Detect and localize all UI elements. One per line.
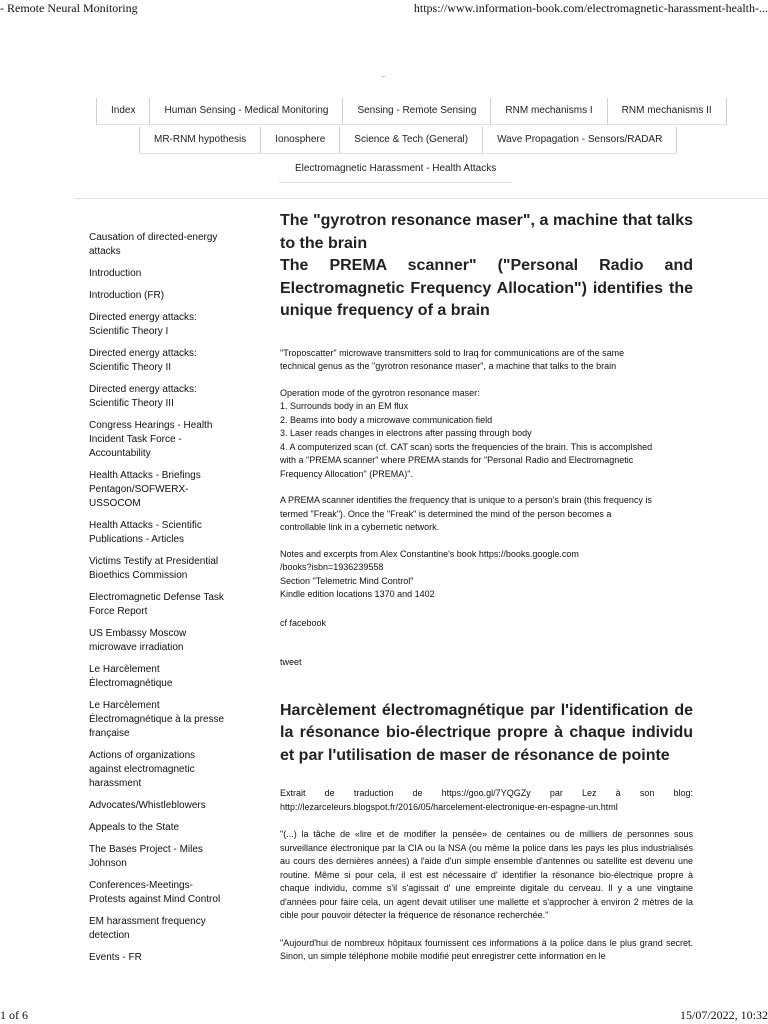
nav-item-human-sensing-medical-monitoring[interactable]: Human Sensing - Medical Monitoring [150,98,343,125]
paragraph-quote-2: "Aujourd'hui de nombreux hôpitaux fournissent ces informations à la police dans le plus grand secret. Sinon, un simple téléphone mobile modifié peut enregistrer cette information en le [280,937,693,961]
nav-item-rnm-mechanisms-ii[interactable]: RNM mechanisms II [608,98,727,125]
sidebar-item-events-fr[interactable]: Events - FR [89,952,142,963]
print-header-title: - Remote Neural Monitoring [0,1,138,15]
article-title-prema: The PREMA scanner" ("Personal Radio and Electromagnetic Frequency Allocation") identifies the unique frequency of a brain [280,257,693,319]
paragraph-quote-1: "(...) la tâche de «lire et de modifier la pensée» de centaines ou de milliers de personnes sous surveillance électronique par la CIA ou la NSA (ou même la police dans les pays les plus industrialisés au cours des dernières années) à l'aide d'un simple ensemble d'antennes ou satellite est devenu une routine. Même si pour cela, il est est nécessaire d' identifier la résonance bio-électrique propre à chaque individu, comme s'il s'agissait d' une empreinte digitale du cerveau. Il y a une vingtaine d'années pour faire cela, un agent devait utiliser une mallette et s'approcher à environ 2 mètres de la cible pour pouvoir détecter la fréquence de résonance recherchée." [280,829,693,920]
decorative-dot [382,76,385,77]
paragraph-notes: Notes and excerpts from Alex Constantine's book https://books.google.com /books?isbn=1936239558 Section "Telemetric Mind Control" Kindle edition locations 1370 and 1402 [280,548,579,599]
sidebar-item-conferences-meetings-protests-against-mind-control[interactable]: Conferences-Meetings- Protests against Mind Control [89,880,221,905]
sidebar-item-introduction[interactable]: Introduction [89,268,142,279]
nav-item-science-tech-general[interactable]: Science & Tech (General) [340,127,483,154]
paragraph-extrait: Extrait de traduction de https://goo.gl/7YQGZy par Lez à son blog: http://lezarceleurs.blogspot.fr/2016/05/harcelement-electronique-en-espagne-un.html [280,788,693,812]
sidebar-item-appeals-to-the-state[interactable]: Appeals to the State [89,822,180,833]
nav-row-2 [139,127,677,154]
article-title-harcelement: Harcèlement électromagnétique par l'identification de la résonance bio-électrique propre à chaque individu et par l'utilisation de maser de résonance de pointe [280,701,693,764]
nav-item-mr-rnm-hypothesis[interactable]: MR-RNM hypothesis [139,127,261,154]
sidebar-item-causation-of-directed-energy-attacks[interactable]: Causation of directed-energy attacks [89,232,218,257]
facebook-link[interactable]: cf facebook [280,617,327,628]
paragraph-troposcatter: "Troposcatter" microwave transmitters sold to Iraq for communications are of the same technical genus as the "gyrotron resonance maser", a machine that talks to the brain [280,347,625,371]
sidebar-item-health-attacks-briefings-pentagon-sofwerx-ussocom[interactable]: Health Attacks - Briefings Pentagon/SOFWERX- USSOCOM [89,470,201,509]
sidebar-item-congress-hearings-health-incident-task-force-accountability[interactable]: Congress Hearings - Health Incident Task Force - Accountability [89,420,213,459]
sidebar-item-directed-energy-attacks-scientific-theory-ii[interactable]: Directed energy attacks: Scientific Theory II [89,348,197,373]
sidebar-item-actions-of-organizations-against-electromagnetic-harassment[interactable]: Actions of organizations against electromagnetic harassment [89,750,196,789]
article-title-gyrotron: The "gyrotron resonance maser", a machine that talks to the brain [280,212,693,252]
sidebar-item-us-embassy-moscow-microwave-irradiation[interactable]: US Embassy Moscow microwave irradiation [89,628,187,653]
nav-item-rnm-mechanisms-i[interactable]: RNM mechanisms I [491,98,607,125]
nav-item-ionosphere[interactable]: Ionosphere [261,127,340,154]
sidebar-item-the-bases-project-miles-johnson[interactable]: The Bases Project - Miles Johnson [89,844,203,869]
print-header-url: https://www.information-book.com/electromagnetic-harassment-health-... [413,1,768,15]
sidebar-item-le-harc-lement-lectromagn-tique[interactable]: Le Harcèlement Électromagnétique [89,664,173,689]
nav-item-electromagnetic-harassment-health-attacks[interactable]: Electromagnetic Harassment - Health Attacks [279,156,512,183]
sidebar-nav [89,231,239,973]
sidebar-item-health-attacks-scientific-publications-articles[interactable]: Health Attacks - Scientific Publications - Articles [89,520,202,545]
sidebar-item-em-harassment-frequency-detection[interactable]: EM harassment frequency detection [89,916,206,941]
paragraph-operation-mode: Operation mode of the gyrotron resonance maser: 1. Surrounds body in an EM flux 2. Beams into body a microwave communication field 3. Laser reads changes in electrons after passing through body 4. A computerized scan (cf. CAT scan) sorts the frequencies of the brain. This is accomplshed with a "PREMA scanner" where PREMA stands for "Personal Radio and Electromagnetic Frequency Allocation" (PREMA)". [280,387,653,479]
nav-item-sensing-remote-sensing[interactable]: Sensing - Remote Sensing [343,98,491,125]
nav-item-wave-propagation-sensors-radar[interactable]: Wave Propagation - Sensors/RADAR [483,127,677,154]
header-divider [75,198,768,199]
sidebar-item-directed-energy-attacks-scientific-theory-iii[interactable]: Directed energy attacks: Scientific Theory III [89,384,197,409]
print-datetime: 15/07/2022, 10:32 [679,1008,768,1022]
print-footer [0,1006,768,1024]
sidebar-item-victims-testify-at-presidential-bioethics-commission[interactable]: Victims Testify at Presidential Bioethics Commission [89,556,219,581]
nav-row-3 [279,156,512,183]
sidebar-item-electromagnetic-defense-task-force-report[interactable]: Electromagnetic Defense Task Force Report [89,592,224,617]
nav-row-1 [96,98,727,125]
page-count: 1 of 6 [0,1008,28,1022]
nav-item-index[interactable]: Index [96,98,150,125]
print-header [0,0,768,18]
tweet-link[interactable]: tweet [280,657,302,667]
article [280,210,693,964]
paragraph-prema-scanner: A PREMA scanner identifies the frequency that is unique to a person's brain (this frequency is termed "Freak"). Once the "Freak" is determined the mind of the person becomes a controllable link in a cybernetic network. [280,495,652,532]
sidebar-item-le-harc-lement-lectromagn-tique-la-presse-fran-aise[interactable]: Le Harcèlement Électromagnétique à la presse française [89,700,225,739]
sidebar-item-introduction-fr[interactable]: Introduction (FR) [89,290,165,301]
sidebar-item-directed-energy-attacks-scientific-theory-i[interactable]: Directed energy attacks: Scientific Theory I [89,312,197,337]
sidebar-item-advocates-whistleblowers[interactable]: Advocates/Whistleblowers [89,800,206,811]
